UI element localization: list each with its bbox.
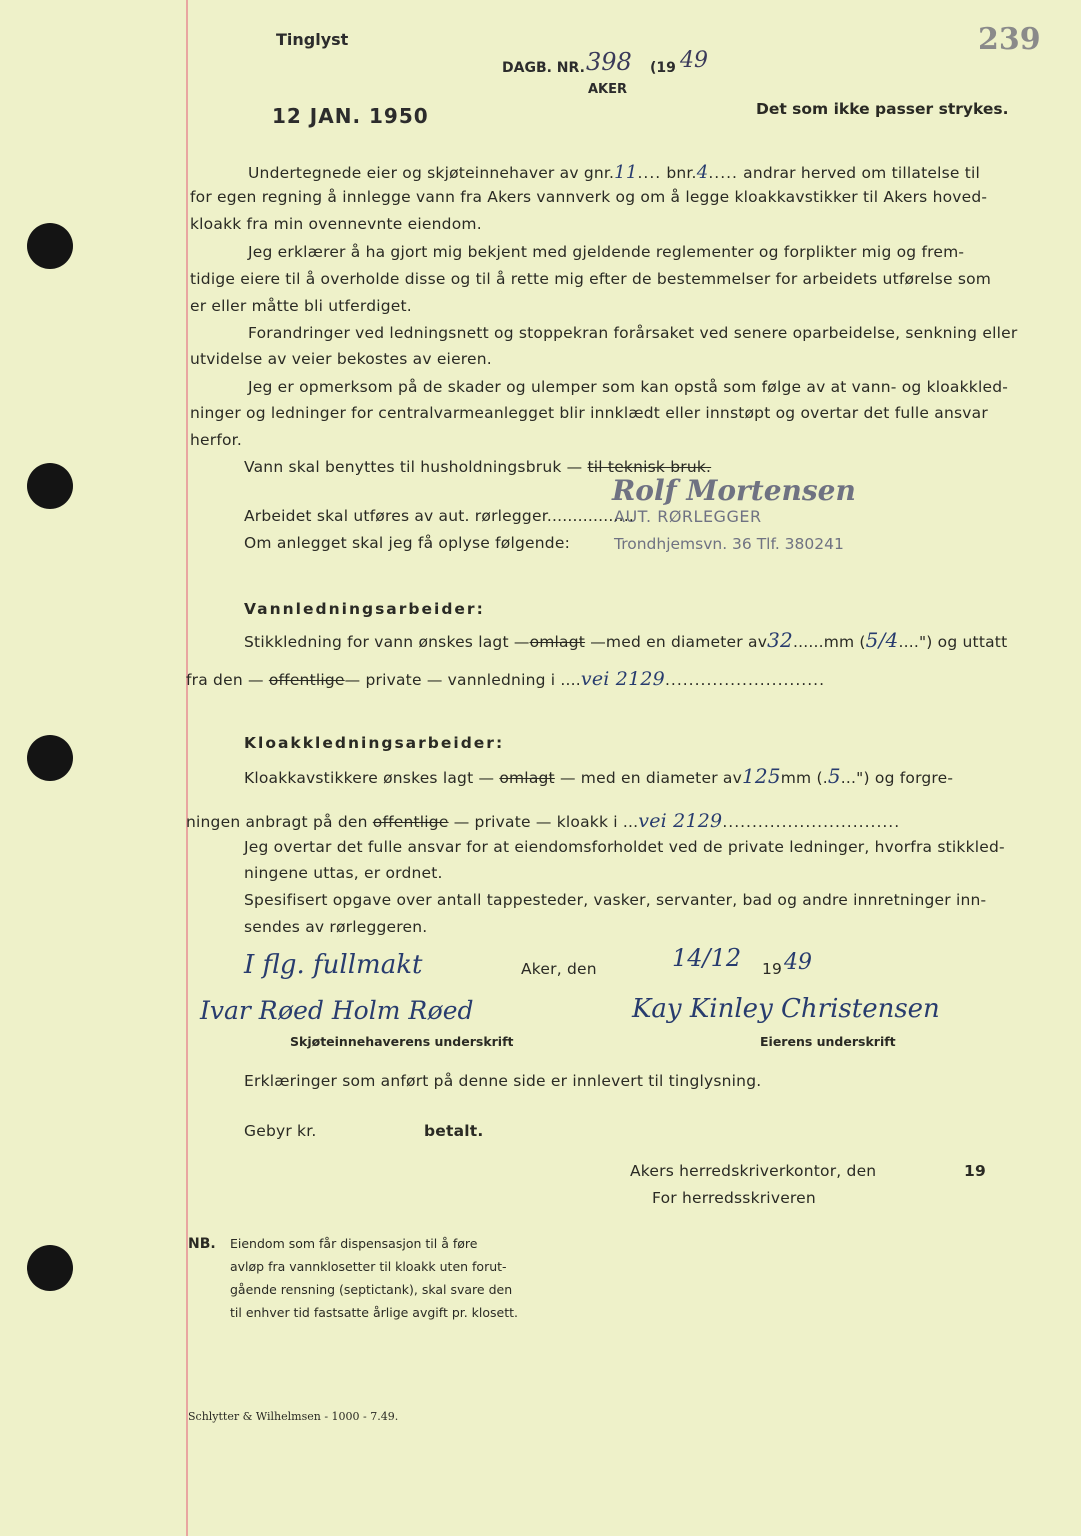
vann-diameter-in: 5/4 (865, 628, 899, 652)
aker-den: Aker, den (521, 960, 597, 978)
plumber-address-stamp: Trondhjemsvn. 36 Tlf. 380241 (614, 535, 844, 553)
punch-hole (27, 463, 73, 509)
paragraph-line: ningene uttas, er ordnet. (244, 864, 443, 882)
nb-line: Eiendom som får dispensasjon til å føre (230, 1236, 478, 1251)
struck-text: offentlige (372, 813, 449, 831)
struck-text: omlagt (529, 633, 586, 651)
page-number: 239 (978, 22, 1041, 57)
punch-hole (27, 1245, 73, 1291)
vann-line-1: Stikkledning for vann ønskes lagt —omlagt —med en diameter av32......mm (5/4....") og uttatt (244, 628, 1008, 652)
strike-note: Det som ikke passer strykes. (756, 100, 1009, 118)
plumber-name-stamp: Rolf Mortensen (612, 474, 856, 507)
nb-line: til enhver tid fastsatte årlige avgift pr. klosett. (230, 1305, 519, 1320)
eier-signature: Kay Kinley Christensen (632, 994, 940, 1024)
nb-label: NB. (188, 1236, 216, 1252)
paragraph-line: Jeg overtar det fulle ansvar for at eiendomsforholdet ved de private ledninger, hvorfra stikkled- (244, 838, 1005, 856)
paragraph-line: kloakk fra min ovennevnte eiendom. (190, 215, 482, 233)
aker-stamp: AKER (588, 82, 628, 97)
stamp-label: Tinglyst (276, 30, 349, 49)
vann-diameter-mm: 32 (767, 628, 793, 652)
paragraph-line: er eller måtte bli utferdiget. (190, 297, 412, 315)
betalt: betalt. (424, 1122, 484, 1140)
kloakk-heading: Kloakkledningsarbeider: (244, 734, 505, 752)
for-herredsskriveren: For herredsskriveren (652, 1189, 816, 1207)
kloakk-line-1: Kloakkavstikkere ønskes lagt — omlagt — med en diameter av125mm (.5...") og forgre- (244, 764, 954, 788)
struck-text: omlagt (499, 769, 555, 787)
handwritten-authorization: I flg. fullmakt (244, 950, 423, 980)
anlegg-line: Om anlegget skal jeg få oplyse følgende: (244, 534, 570, 552)
year-print: 19 (762, 960, 783, 978)
dagb-number: 398 (586, 48, 632, 76)
gnr-value: 11 (614, 162, 638, 183)
vann-location: vei 2129 (580, 668, 665, 690)
kloakk-location: vei 2129 (638, 810, 723, 832)
plumber-title-stamp: AUT. RØRLEGGER (614, 507, 762, 526)
stamp-date: 12 JAN. 1950 (272, 104, 429, 128)
printer-imprint: Schlytter & Wilhelmsen - 1000 - 7.49. (188, 1410, 399, 1423)
kloakk-diameter-in: 5 (827, 764, 841, 788)
paragraph-line: ninger og ledninger for centralvarmeanlegget blir innklædt eller innstøpt og overtar det fulle ansvar (190, 404, 988, 422)
struck-text: til teknisk bruk. (587, 458, 712, 476)
dagb-year-print: (19 (650, 60, 676, 76)
paragraph-line: for egen regning å innlegge vann fra Akers vannverk og om å legge kloakkavstikker til Akers hoved- (190, 188, 988, 206)
struck-text: offentlige (268, 671, 345, 689)
paragraph-line: Spesifisert opgave over antall tappesteder, vasker, servanter, bad og andre innretninger inn- (244, 891, 987, 909)
owner-signature: Ivar Røed Holm Røed (200, 996, 474, 1025)
bnr-value: 4 (696, 162, 709, 183)
punch-hole (27, 735, 73, 781)
paragraph-line: tidige eiere til å overholde disse og til å rette mig efter de bestemmelser for arbeidets utførelse som (190, 270, 992, 288)
kontor-year: 19 (964, 1162, 986, 1180)
paragraph-line: herfor. (190, 431, 242, 449)
dagb-label: DAGB. NR. (502, 60, 585, 76)
nb-line: gående rensning (septictank), skal svare den (230, 1282, 513, 1297)
year-hand: 49 (784, 950, 812, 975)
erklaering-line: Erklæringer som anført på denne side er innlevert til tinglysning. (244, 1072, 762, 1090)
label-skjote: Skjøteinnehaverens underskrift (290, 1034, 514, 1049)
kontor-line: Akers herredskriverkontor, den (630, 1162, 877, 1180)
vann-usage-line: Vann skal benyttes til husholdningsbruk — til teknisk bruk. (244, 458, 712, 476)
kloakk-line-2: ningen anbragt på den offentlige — private — kloakk i ...vei 2129.............................. (186, 810, 901, 832)
vann-heading: Vannledningsarbeider: (244, 600, 485, 618)
paragraph-line: sendes av rørleggeren. (244, 918, 428, 936)
punch-hole (27, 223, 73, 269)
arbeid-line: Arbeidet skal utføres av aut. rørlegger................. (244, 507, 635, 525)
paragraph-line: Jeg erklærer å ha gjort mig bekjent med gjeldende reglementer og forplikter mig og frem- (248, 243, 965, 261)
margin-line (186, 0, 188, 1536)
paragraph-line: Undertegnede eier og skjøteinnehaver av gnr.11.... bnr.4..... andrar herved om tillatelse til (248, 162, 981, 183)
paragraph-line: utvidelse av veier bekostes av eieren. (190, 350, 492, 368)
vann-line-2: fra den — offentlige— private — vannledning i ....vei 2129........................... (186, 668, 825, 690)
nb-line: avløp fra vannklosetter til kloakk uten forut- (230, 1259, 507, 1274)
label-eier: Eierens underskrift (760, 1034, 896, 1049)
gebyr: Gebyr kr. (244, 1122, 317, 1140)
dagb-year-hand: 49 (680, 48, 708, 73)
paragraph-line: Jeg er opmerksom på de skader og ulemper som kan opstå som følge av at vann- og kloakkled- (248, 378, 1009, 396)
signature-date: 14/12 (672, 944, 742, 972)
paragraph-line: Forandringer ved ledningsnett og stoppekran forårsaket ved senere oparbeidelse, senkning eller (248, 324, 1018, 342)
kloakk-diameter-mm: 125 (741, 764, 781, 788)
